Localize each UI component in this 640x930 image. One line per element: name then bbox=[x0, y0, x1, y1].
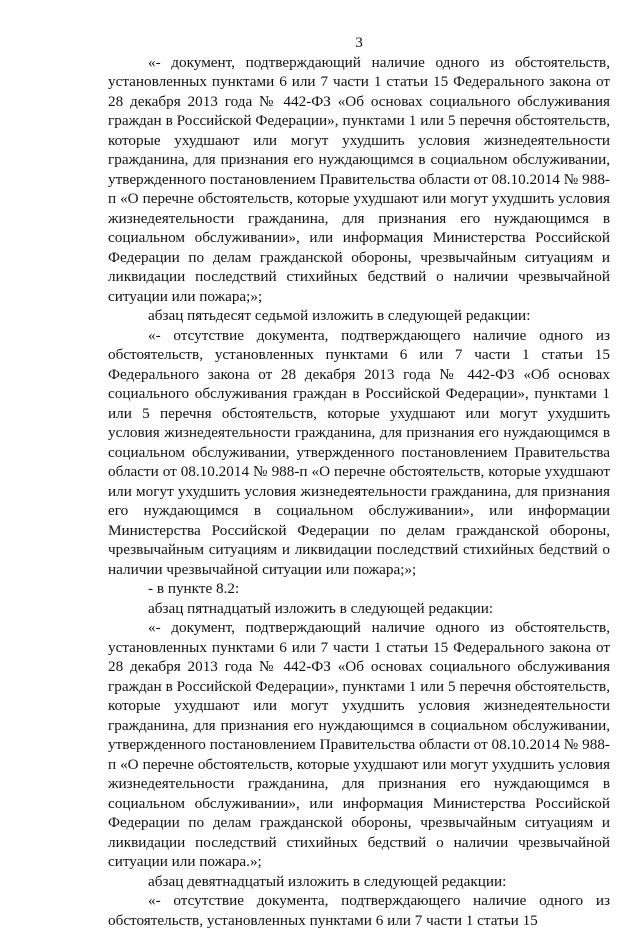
paragraph-instruction-19: абзац девятнадцатый изложить в следующей редакции: bbox=[148, 872, 507, 890]
paragraph-document-confirming: «- документ, подтверждающий наличие одного из обстоятельств, установленных пунктами 6 или 7 части 1 статьи 15 Федерального закона от 28 декабря 2013 года № 442-ФЗ «Об основах социального обслуживания граждан в Российской Федерации», пунктами 1 или 5 перечня обстоятельств, которые ухудшают или могут ухудшить условия жизнедеятельности гражданина, для признания его нуждающимся в социальном обслуживании, утвержденного постановлением Правительства области от 08.10.2014 № 988-п «О перечне обстоятельств, которые ухудшают или могут ухудшить условия жизнедеятельности гражданина, для признания его нуждающимся в социальном обслуживании», или информация Министерства Российской Федерации по делам гражданской обороны, чрезвычайным ситуациям и ликвидации последствий стихийных бедствий о наличии чрезвычайной ситуации или пожара;»; bbox=[108, 53, 610, 305]
paragraph-absence-of-document: «- отсутствие документа, подтверждающего наличие одного из обстоятельств, установленных пунктами 6 или 7 части 1 статьи 15 Федерального закона от 28 декабря 2013 года № 442-ФЗ «Об основах социального обслуживания граждан в Российской Федерации», пунктами 1 или 5 перечня обстоятельств, которые ухудшают или могут ухудшить условия жизнедеятельности гражданина, для признания его нуждающимся в социальном обслуживании, утвержденного постановлением Правительства области от 08.10.2014 № 988-п «О перечне обстоятельств, которые ухудшают или могут ухудшить условия жизнедеятельности гражданина, для признания его нуждающимся в социальном обслуживании», или информации Министерства Российской Федерации по делам гражданской обороны, чрезвычайным ситуациям и ликвидации последствий стихийных бедствий о наличии чрезвычайной ситуации или пожара;»; bbox=[108, 326, 610, 578]
paragraph-instruction-15: абзац пятнадцатый изложить в следующей редакции: bbox=[148, 599, 494, 617]
page-number: 3 bbox=[355, 34, 363, 51]
paragraph-absence-of-document-2: «- отсутствие документа, подтверждающего наличие одного из обстоятельств, установленных пунктами 6 или 7 части 1 статьи 15 bbox=[108, 892, 610, 929]
document-page bbox=[108, 33, 610, 930]
paragraph-instruction-57: абзац пятьдесят седьмой изложить в следующей редакции: bbox=[148, 307, 531, 324]
paragraph-clause-8-2: - в пункте 8.2: bbox=[148, 580, 240, 597]
paragraph-document-confirming-2: «- документ, подтверждающий наличие одного из обстоятельств, установленных пунктами 6 или 7 части 1 статьи 15 Федерального закона от 28 декабря 2013 года № 442-ФЗ «Об основах социального обслуживания граждан в Российской Федерации», пунктами 1 или 5 перечня обстоятельств, которые ухудшают или могут ухудшить условия жизнедеятельности гражданина, для признания его нуждающимся в социальном обслуживании, утвержденного постановлением Правительства области от 08.10.2014 № 988-п «О перечне обстоятельств, которые ухудшают или могут ухудшить условия жизнедеятельности гражданина, для признания его нуждающимся в социальном обслуживании», или информация Министерства Российской Федерации по делам гражданской обороны, чрезвычайным ситуациям и ликвидации последствий стихийных бедствий о наличии чрезвычайной ситуации или пожара.»; bbox=[108, 619, 610, 870]
